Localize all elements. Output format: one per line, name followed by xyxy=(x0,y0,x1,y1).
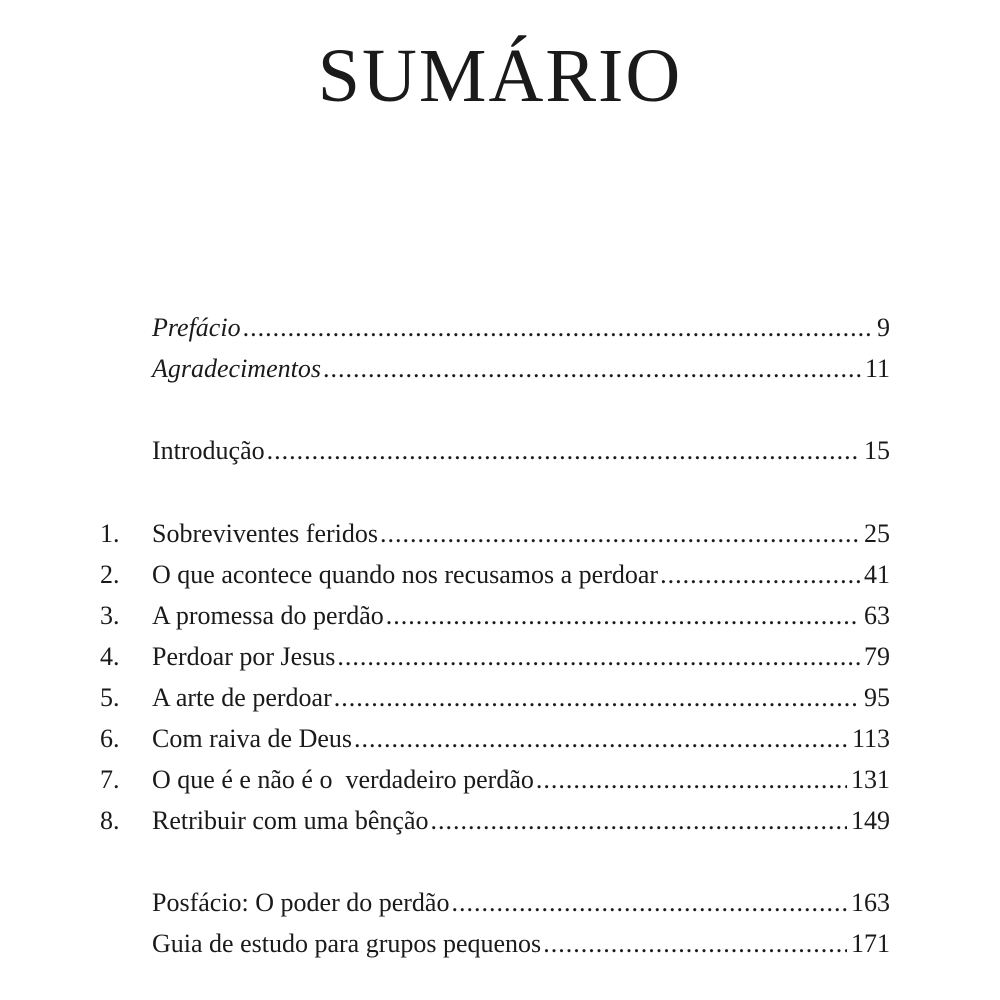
dot-leader xyxy=(536,762,847,798)
toc-entry-chapter-4 xyxy=(100,639,890,675)
chapter-number: 3. xyxy=(100,601,120,630)
dot-leader xyxy=(431,803,847,839)
toc-entry-label: Com raiva de Deus xyxy=(152,724,353,753)
page-title: SUMÁRIO xyxy=(317,34,683,118)
toc-entry-page: 63 xyxy=(864,601,890,630)
dot-leader xyxy=(354,721,848,757)
dot-leader xyxy=(334,680,860,716)
chapter-number: 8. xyxy=(100,806,120,835)
toc-entry-label: Agradecimentos xyxy=(152,354,321,383)
chapter-number: 5. xyxy=(100,683,120,712)
chapter-number: 4. xyxy=(100,642,120,671)
toc-entry-chapter-7 xyxy=(100,762,890,798)
chapter-number: 2. xyxy=(100,560,120,589)
dot-leader xyxy=(380,516,860,552)
toc-entry-page: 131 xyxy=(851,765,890,794)
dot-leader xyxy=(267,433,860,469)
toc-entry-chapter-3 xyxy=(100,598,890,634)
toc-entry-chapter-1 xyxy=(100,516,890,552)
toc-entry-page: 11 xyxy=(864,354,890,383)
toc-entry-label: A arte de perdoar xyxy=(152,683,332,712)
toc-entry-agradecimentos xyxy=(100,351,890,387)
toc-entry-page: 95 xyxy=(864,683,890,712)
toc-entry-label: Guia de estudo para grupos pequenos xyxy=(152,929,542,958)
chapter-number: 7. xyxy=(100,765,120,794)
toc-entry-label: Sobreviventes feridos xyxy=(152,519,379,548)
toc-entry-chapter-8 xyxy=(100,803,890,839)
dot-leader xyxy=(243,310,873,346)
dot-leader xyxy=(660,557,860,593)
dot-leader xyxy=(386,598,860,634)
toc-entry-chapter-6 xyxy=(100,721,890,757)
toc-entry-posfacio xyxy=(100,885,890,921)
dot-leader xyxy=(323,351,861,387)
toc-entry-page: 113 xyxy=(851,724,890,753)
toc-entry-label: O que é e não é o verdadeiro perdão xyxy=(152,765,534,794)
toc-entry-page: 79 xyxy=(864,642,890,671)
toc-entry-introducao xyxy=(100,433,890,469)
toc-entry-page: 15 xyxy=(864,436,890,465)
chapter-number: 1. xyxy=(100,519,120,548)
toc-entry-page: 9 xyxy=(877,313,890,342)
toc-entry-label: O que acontece quando nos recusamos a perdoar xyxy=(152,560,659,589)
dot-leader xyxy=(337,639,860,675)
chapter-number: 6. xyxy=(100,724,120,753)
toc-entry-chapter-2 xyxy=(100,557,890,593)
toc-entry-label: Perdoar por Jesus xyxy=(152,642,336,671)
toc-entry-page: 149 xyxy=(851,806,890,835)
dot-leader xyxy=(543,926,847,962)
toc-entry-label: Introdução xyxy=(152,436,265,465)
toc-entry-page: 25 xyxy=(864,519,890,548)
toc-entry-label: Prefácio xyxy=(152,313,241,342)
toc-entry-guia-de-estudo xyxy=(100,926,890,962)
toc-entry-page: 163 xyxy=(851,888,890,917)
toc-entry-label: Retribuir com uma bênção xyxy=(152,806,429,835)
toc-entry-prefacio xyxy=(100,310,890,346)
toc-entry-label: Posfácio: O poder do perdão xyxy=(152,888,450,917)
toc-entry-page: 171 xyxy=(851,929,890,958)
dot-leader xyxy=(451,885,847,921)
toc-entry-label: A promessa do perdão xyxy=(152,601,384,630)
toc-entry-page: 41 xyxy=(864,560,890,589)
toc-entry-chapter-5 xyxy=(100,680,890,716)
